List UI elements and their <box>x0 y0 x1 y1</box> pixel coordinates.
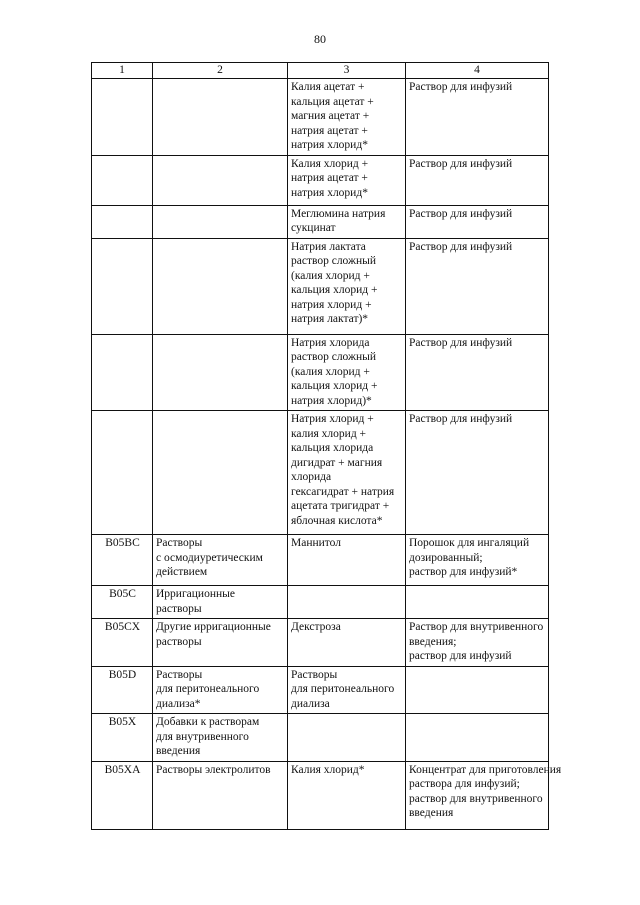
cell-text-line: дозированный; <box>409 551 483 564</box>
cell-text-line: Калия хлорид + <box>291 157 369 170</box>
cell-text-line: раствор сложный <box>291 255 376 267</box>
cell-text-line: Калия хлорид* <box>291 763 365 776</box>
column-header: 4 <box>406 63 549 79</box>
dosage-form-cell <box>406 79 549 156</box>
cell-text-line: Растворы <box>156 668 203 681</box>
column-header: 2 <box>153 63 288 79</box>
atc-code-cell <box>92 411 153 535</box>
cell-text-line: Раствор для инфузий <box>409 240 513 253</box>
table-row <box>92 238 549 334</box>
cell-text-line: Раствор для инфузий <box>409 336 513 349</box>
cell-text-line: раствора для инфузий; <box>409 778 520 790</box>
table-row <box>92 411 549 535</box>
cell-text-line: магния ацетат + <box>291 110 370 122</box>
substance-cell <box>288 79 406 156</box>
table-row <box>92 535 549 586</box>
cell-text-line: Натрия хлорида <box>291 336 370 349</box>
substance-cell <box>288 761 406 829</box>
atc-code-cell <box>92 155 153 205</box>
dosage-form-cell <box>406 334 549 411</box>
substance-cell <box>288 586 406 619</box>
group-name-cell <box>153 714 288 762</box>
cell-text-line: натрия лактат)* <box>291 313 369 325</box>
group-name-cell <box>153 238 288 334</box>
cell-text-line: натрия хлорид)* <box>291 394 372 407</box>
substance-cell <box>288 205 406 238</box>
drug-table <box>91 62 562 830</box>
group-name-cell <box>153 205 288 238</box>
cell-text-line: яблочная кислота* <box>291 514 383 527</box>
column-header: 1 <box>92 63 153 79</box>
cell-text-line: ацетата тригидрат + <box>291 500 390 512</box>
substance-cell <box>288 334 406 411</box>
dosage-form-cell <box>406 586 549 619</box>
cell-text-line: диализа <box>291 697 330 710</box>
table-row <box>92 666 549 714</box>
dosage-form-cell <box>406 411 549 535</box>
column-header: 3 <box>288 63 406 79</box>
cell-text-line: диализа* <box>156 697 201 710</box>
dosage-form-cell <box>406 535 549 586</box>
cell-text-line: Порошок для ингаляций <box>409 537 530 549</box>
cell-text-line: Маннитол <box>291 537 342 549</box>
substance-cell <box>288 238 406 334</box>
cell-text-line: кальция хлорид + <box>291 380 378 392</box>
cell-text-line: для перитонеального <box>156 683 260 695</box>
atc-code-cell <box>92 205 153 238</box>
group-name-cell <box>153 666 288 714</box>
substance-cell <box>288 535 406 586</box>
atc-code-cell <box>92 238 153 334</box>
cell-text-line: для перитонеального <box>291 683 395 695</box>
cell-text-line: Растворы <box>156 537 203 549</box>
table-body <box>92 79 562 830</box>
group-name-cell <box>153 761 288 829</box>
table-row <box>92 761 549 829</box>
cell-text-line: калия хлорид + <box>291 427 367 440</box>
cell-text-line: Калия ацетат + <box>291 81 365 93</box>
cell-text-line: Декстроза <box>291 621 341 633</box>
cell-text-line: (калия хлорид + <box>291 269 370 282</box>
group-name-cell <box>153 79 288 156</box>
cell-text-line: Меглюмина натрия <box>291 207 386 220</box>
atc-code-cell: B05XA <box>92 761 153 829</box>
table-row <box>92 334 549 411</box>
cell-text-line: кальция ацетат + <box>291 95 374 108</box>
cell-text-line: хлорида <box>291 471 332 483</box>
cell-text-line: Другие ирригационные <box>156 621 271 633</box>
cell-text-line: Раствор для инфузий <box>409 413 513 425</box>
cell-text-line: натрия хлорид + <box>291 298 372 311</box>
cell-text-line: Ирригационные <box>156 588 235 600</box>
group-name-cell <box>153 334 288 411</box>
atc-code-cell: B05BC <box>92 535 153 586</box>
cell-text-line: Добавки к растворам <box>156 716 260 728</box>
cell-text-line: гексагидрат + натрия <box>291 485 395 498</box>
substance-cell <box>288 666 406 714</box>
atc-code-cell: B05C <box>92 586 153 619</box>
table-row <box>92 155 549 205</box>
dosage-form-cell <box>406 761 562 829</box>
cell-text-line: введения; <box>409 635 457 648</box>
cell-text-line: растворы <box>156 602 202 615</box>
table-row <box>92 205 549 238</box>
dosage-form-cell <box>406 238 549 334</box>
cell-text-line: раствор сложный <box>291 351 376 363</box>
cell-text-line: дигидрат + магния <box>291 456 383 469</box>
cell-text-line: натрия ацетат + <box>291 124 368 137</box>
cell-text-line: Натрия лактата <box>291 240 366 253</box>
cell-text-line: введения <box>409 807 454 819</box>
cell-text-line: натрия хлорид* <box>291 139 368 151</box>
table-header-row <box>92 63 549 79</box>
cell-text-line: (калия хлорид + <box>291 365 370 378</box>
cell-text-line: Раствор для инфузий <box>409 207 513 220</box>
cell-text-line: для внутривенного <box>156 730 249 743</box>
atc-code-cell: B05D <box>92 666 153 714</box>
group-name-cell <box>153 619 288 667</box>
atc-code-cell: B05X <box>92 714 153 762</box>
cell-text-line: действием <box>156 566 208 578</box>
cell-text-line: натрия ацетат + <box>291 172 368 184</box>
cell-text-line: растворы <box>156 635 202 648</box>
atc-code-cell <box>92 79 153 156</box>
page-number: 80 <box>314 32 326 46</box>
table-row <box>92 619 549 667</box>
cell-text-line: введения <box>156 745 201 757</box>
dosage-form-cell <box>406 205 549 238</box>
cell-text-line: сукцинат <box>291 222 336 234</box>
cell-text-line: Натрия хлорид + <box>291 413 374 425</box>
group-name-cell <box>153 411 288 535</box>
dosage-form-cell <box>406 666 549 714</box>
substance-cell <box>288 411 406 535</box>
dosage-form-cell <box>406 619 549 667</box>
cell-text-line: кальция хлорид + <box>291 284 378 296</box>
table-row <box>92 79 549 156</box>
table-row <box>92 714 549 762</box>
cell-text-line: Раствор для внутривенного <box>409 621 544 633</box>
cell-text-line: Растворы <box>291 668 338 681</box>
cell-text-line: раствор для внутривенного <box>409 792 543 805</box>
cell-text-line: раствор для инфузий* <box>409 566 518 578</box>
cell-text-line: раствор для инфузий <box>409 650 512 662</box>
cell-text-line: кальция хлорида <box>291 442 374 454</box>
cell-text-line: Растворы электролитов <box>156 763 271 776</box>
group-name-cell <box>153 535 288 586</box>
substance-cell <box>288 155 406 205</box>
atc-code-cell <box>92 334 153 411</box>
substance-cell <box>288 619 406 667</box>
cell-text-line: с осмодиуретическим <box>156 551 263 564</box>
cell-text-line: Концентрат для приготовления <box>409 763 562 776</box>
atc-code-cell: B05CX <box>92 619 153 667</box>
dosage-form-cell <box>406 714 549 762</box>
group-name-cell <box>153 586 288 619</box>
cell-text-line: Раствор для инфузий <box>409 157 513 170</box>
dosage-form-cell <box>406 155 549 205</box>
substance-cell <box>288 714 406 762</box>
group-name-cell <box>153 155 288 205</box>
table-row <box>92 586 549 619</box>
cell-text-line: Раствор для инфузий <box>409 81 513 93</box>
cell-text-line: натрия хлорид* <box>291 186 368 199</box>
